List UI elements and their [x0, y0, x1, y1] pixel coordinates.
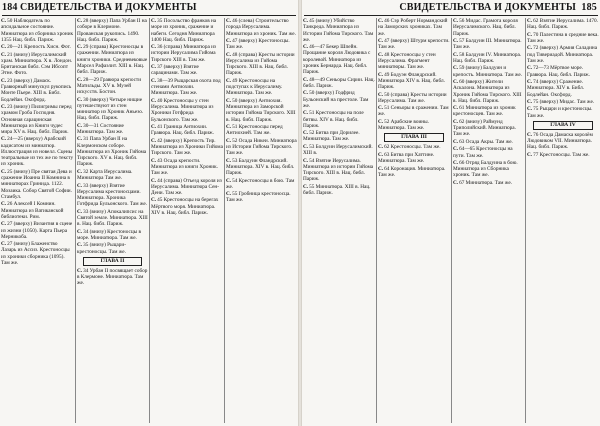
left-header-rule	[2, 15, 296, 16]
caption-entry: C. 30—31 Состояние Миниатюра. Там же.	[77, 123, 148, 136]
caption-entry: C. 27 (внизу) Блаженство Лазарь из Ассиз. Крестоносцы из хроники сборника (1095). Там же.	[1, 241, 74, 266]
right-running-title: СВИДЕТЕЛЬСТВА И ДОКУМЕНТЫ	[399, 2, 576, 13]
caption-entry: C. 46 Сэр Роберт Нормандский на Заморских хрониках. Там же.	[378, 18, 450, 37]
caption-entry: C. 48 (справа) Кресты истории Иерусалима из Гийома Тирского. XIII в. Нац. библ. Париж.	[226, 52, 297, 77]
right-column-2	[376, 18, 451, 423]
caption-entry: C. 32 Карта Иерусалима. Миниатюра Там же.	[77, 169, 148, 182]
caption-entry: C. 63 Битва при Хаттине. Миниатюра. Там же.	[378, 152, 450, 165]
caption-entry: C. 72 (вверху) Армия Саладина под Тивериадой. Миниатюра. Там же.	[527, 45, 599, 64]
caption-entry: C. 46—47 Бекер Шпейн. Прощание короля Людовика с королевой. Миниатюра из хроник Бернарда. Нац. библ. Париж.	[303, 44, 375, 75]
caption-entry: C. 46 (слева) Строительство города Иерусалима. Миниатюра из хроник. Там же.	[226, 18, 297, 37]
caption-entry: C. 30 (вверху) Четыре нищие путешествуют из стен миниатюр из Хроник Аньезо. Нац. библ. Париж.	[77, 97, 148, 122]
caption-entry: C. 58 Балдуин IV. Миниатюра. Нац. библ. Париж.	[453, 52, 524, 65]
caption-entry: C. 62 Взятие Иерусалима. 1470. Нац. библ. Париж.	[527, 18, 599, 31]
caption-entry: C. 55 Миниатюра. XIII в. Нац. библ. Париж.	[303, 184, 375, 197]
caption-entry: C. 35 Посольство франков на море из хроник, сражение и набеги. Сегодня Миниатюра 1400 Нац. библ. Париж.	[151, 18, 223, 43]
right-column-4	[525, 18, 600, 423]
caption-entry: C. 21 (внизу) Иерусалимский храм. Миниатюра. Х в. Лондон. Британская библ. Сэм Ибсопт Этне. Фото.	[1, 52, 74, 77]
left-column-3	[149, 18, 224, 423]
right-column-1	[302, 18, 376, 423]
caption-entry: C. 50 (вверху) Годфрид Бульонский на престоле. Там же.	[303, 90, 375, 109]
caption-entry: C. 53 Болдуин Иерусалимский. XIII в.	[303, 144, 375, 157]
right-page-header	[302, 2, 600, 14]
caption-entry: C. 59 (внизу) Балдуин и крепость. Миниатюра. Там же.	[453, 65, 524, 78]
caption-entry: C. 54 Крестоносцы в бою. Там же.	[226, 178, 297, 191]
caption-entry: C. 51 Сеньоры в сражении. Там же.	[378, 105, 450, 118]
caption-entry: C. 52 Осада Никеи. Миниатюра из Истории Гийома Тирского. Там же.	[226, 138, 297, 157]
caption-entry: C. 38—39 Рыцарская охота под стенами Антиохии. Миниатюра. Там же.	[151, 78, 223, 97]
caption-entry: C. 50 Наблюдатель по апсидальное состояние. Миниатюра из сборника хроник 1355 Нац. библ. Париж.	[1, 18, 74, 43]
caption-entry: C. 55 Гробница крестоносца. Там же.	[226, 191, 297, 204]
caption-entry: C. 41 Граница Антиохии. Гравюра. Нац. библ. Париж.	[151, 124, 223, 137]
caption-entry: C. 75 Рыцари и крестоносцы. Там же.	[527, 106, 599, 119]
caption-entry: C. 23 (внизу) Пилигримы перед храмом Гроба Господня. Основная сарацинская Миниатюра из Книги чудес мира XV в. Нац. библ. Париж.	[1, 104, 74, 135]
caption-entry: C. 33 (внизу) Апокалипсис на Святой земле. Миниатюра. XIII в. Нац. библ. Париж.	[77, 209, 148, 228]
caption-entry: C. 53 Балдуин Фландрский. Миниатюра. XIV в. Нац. библ. Париж.	[226, 158, 297, 177]
caption-entry: C. 74 (вверху) Сражение. Миниатюра. XIV в. Библ. Бодлейан. Оксфорд.	[527, 79, 599, 98]
caption-entry: C. 51 Крестоносцы на поле битвы. XIV в. Нац. библ. Париж.	[303, 110, 375, 129]
caption-entry: C. 36 (справа) Миниатюра из истории Иерусалима Гийома Тирского XIII в. Там же.	[151, 44, 223, 63]
caption-entry: C. 54 Взятие Иерусалима. Миниатюра из истории Гийома Тирского. XIII в. Нац. библ. Париж.	[303, 158, 375, 183]
caption-entry: C. 33 (вверху) Взятие Иерусалима крестоносцами. Миниатюра. Хроника Готфрида Бульонского. Там же.	[77, 183, 148, 208]
caption-entry: C. 51 Крестоносцы перед Антиохией. Там же.	[226, 124, 297, 137]
caption-entry: C. 50 (справа) Кресты истории Иерусалима. Там же.	[378, 92, 450, 105]
caption-entry: C. 45 Крестоносцы на берегах Мёртвого моря. Миниатюра. XIV в. Нац. библ. Париж.	[151, 197, 223, 216]
caption-entry: C. 48 Крестоносцы у стен Иерусалима. Фрагмент миниатюры. Там же.	[378, 52, 450, 71]
right-columns	[302, 18, 600, 423]
caption-entry: C. 56 Мидас. Грамота короля Иерусалимского. Нац. библ. Париж.	[453, 18, 524, 37]
caption-entry: C. 64 Коронация. Миниатюра. Там же.	[378, 166, 450, 179]
caption-entry: C. 28—29 Гравюра крепости Матильды. XV в. Музей искусств. Бостон.	[77, 77, 148, 96]
caption-entry: C. 72—73 Мёртвое море. Гравюра. Нац. библ. Париж.	[527, 65, 599, 78]
left-page-number: 184	[2, 2, 18, 13]
caption-entry: C. 77 Крестоносцы. Там же.	[527, 152, 599, 158]
caption-entry: C. 34 Урбан II посвящает собор в Клермоне. Миниатюра. Там же.	[77, 268, 148, 287]
caption-entry: C. 63 Осада Акры. Там же.	[453, 139, 524, 145]
caption-entry: C. 52 Арабские воины. Миниатюра. Там же.	[378, 119, 450, 132]
caption-entry: C. 67 Миниатюра. Там же.	[453, 180, 524, 186]
chapter-heading: ГЛАВА III	[384, 133, 444, 142]
caption-entry: C. 31 Папа Урбан II на Клермонском соборе. Миниатюра из Хроник Гийома Тирского. XV в. Нац. библ. Париж.	[77, 136, 148, 167]
caption-entry: C. 28 (вверху) Папа Урбан II на соборе в Клермоне. Прованская рукопись. 1490. Нац. библ. Париж.	[77, 18, 148, 43]
caption-entry: C. 70 Палестина в средние века. Там же.	[527, 32, 599, 45]
caption-entry: C. 62 (внизу) Раймунд Триполийский. Миниатюра. Там же.	[453, 119, 524, 138]
caption-entry: C. 37 (вверху) Взятие сарацинами. Там же.	[151, 64, 223, 77]
caption-entry: C. 76 Осада Дамаска королём Людовиком VII. Миниатюра. Нац. библ. Париж.	[527, 132, 599, 151]
caption-entry: C. 60 (вверху) Жители Аскалона. Миниатюра из Хроник Гийома Тирского. XIII в. Нац. библ. Париж.	[453, 79, 524, 104]
caption-entry: C. 24—25 (вверху) Арабский кадисатом из миниатюр. Иллюстрация из новелл. Сцены театральные из тех же по тексту из хроник.	[1, 136, 74, 167]
caption-entry: C. 66 Отряд Балдуина в бою. Миниатюра из Сборника хроник. Там же.	[453, 160, 524, 179]
caption-entry: C. 61 Миниатюра из хроник крестоносцев. Там же.	[453, 105, 524, 118]
left-column-2	[75, 18, 149, 423]
caption-entry: C. 49 Крестоносцы на подступах к Иерусалиму. Миниатюра. Там же.	[226, 78, 297, 97]
caption-entry: C. 40 Крестоносцы у стен Иерусалима. Миниатюра из Хроники Готфрида Бульонского. Там же.	[151, 98, 223, 123]
caption-entry: C. 27 (вверху) Византия в сцене из жизни (1050). Карта Пьера Мерникоба.	[1, 221, 74, 240]
left-columns	[0, 18, 298, 423]
right-page	[302, 0, 600, 426]
right-page-number: 185	[581, 2, 597, 13]
caption-entry: C. 26 Алексей I Комнин. Миниатюра из Ватиканской библиотеки. Рим.	[1, 201, 74, 220]
caption-entry: C. 64—65 Крестоносцы на пути. Там же.	[453, 146, 524, 159]
caption-entry: C. 47 (вверху) Крестоносцы. Там же.	[226, 38, 297, 51]
caption-entry: C. 62 Крестоносцы. Там же.	[378, 144, 450, 150]
chapter-heading: ГЛАВА IV	[533, 121, 593, 130]
caption-entry: C. 43 Осада крепости. Миниатюра из книги Хроник. Там же.	[151, 158, 223, 177]
caption-entry: C. 44 (справа) Отъезд короля из Иерусалима. Миниатюра Сен-Дени. Там же.	[151, 178, 223, 197]
caption-entry: C. 23 (вверху) Дамаск. Гравюрный минускул рукопись Монте Пьере. XIII в. Библ. Бодлейан. Оксфорд.	[1, 78, 74, 103]
caption-entry: C. 42 (вверху) Крепость Тир. Миниатюра из Хроники Гийома Тирского. Там же.	[151, 138, 223, 157]
left-column-1	[0, 18, 75, 423]
caption-entry: C. 48—49 Сеньоры Сирии. Нац. библ. Париж.	[303, 77, 375, 90]
caption-entry: C. 34 (внизу) Крестоносцы в море. Миниатюра. Там же.	[77, 229, 148, 242]
right-header-rule	[304, 15, 598, 16]
caption-entry: C. 20—21 Крепость Хисн. Фот.	[1, 44, 74, 50]
caption-entry: C. 25 (внизу) Пре святая Дева и сражение Иоанна II Комнина в миниатюрах Гринида. 1122. Мозаика. Собор Святой Софии. Стамбул.	[1, 169, 74, 200]
left-page	[0, 0, 298, 426]
left-column-4	[224, 18, 298, 423]
chapter-heading: ГЛАВА II	[83, 257, 142, 266]
caption-entry: C. 45 (внизу) Убийство Танкреда. Миниатюра из Истории Гийома Тирского. Там же.	[303, 18, 375, 43]
left-running-title: СВИДЕТЕЛЬСТВА И ДОКУМЕНТЫ	[20, 2, 197, 13]
right-column-3	[451, 18, 525, 423]
left-page-header	[0, 2, 298, 14]
caption-entry: C. 49 Бодуэн Фландрский. Миниатюра XIV в. Нац. библ. Париж.	[378, 72, 450, 91]
caption-entry: C. 75 (вверху) Мидас. Там же.	[527, 99, 599, 105]
caption-entry: C. 47 (вверху) Штурм крепости. Там же.	[378, 38, 450, 51]
caption-entry: C. 50 (вверху) Антиохия. Миниатюра из Заморской истории Гийома Тирского. XIII в. Нац. библ. Париж.	[226, 98, 297, 123]
caption-entry: C. 29 (справа) Крестоносцы в сражении. Миниатюра из книги хроники. Средневековые Марсел Рафаэлит. XIII в. Нац. библ. Париж.	[77, 44, 148, 75]
caption-entry: C. 35 (внизу) Рыцари-крестоносцы. Там же.	[77, 242, 148, 255]
caption-entry: C. 57 Балдуин III. Миниатюра. Там же.	[453, 38, 524, 51]
caption-entry: C. 52 Битва при Дорилее. Миниатюра. Там же.	[303, 130, 375, 143]
